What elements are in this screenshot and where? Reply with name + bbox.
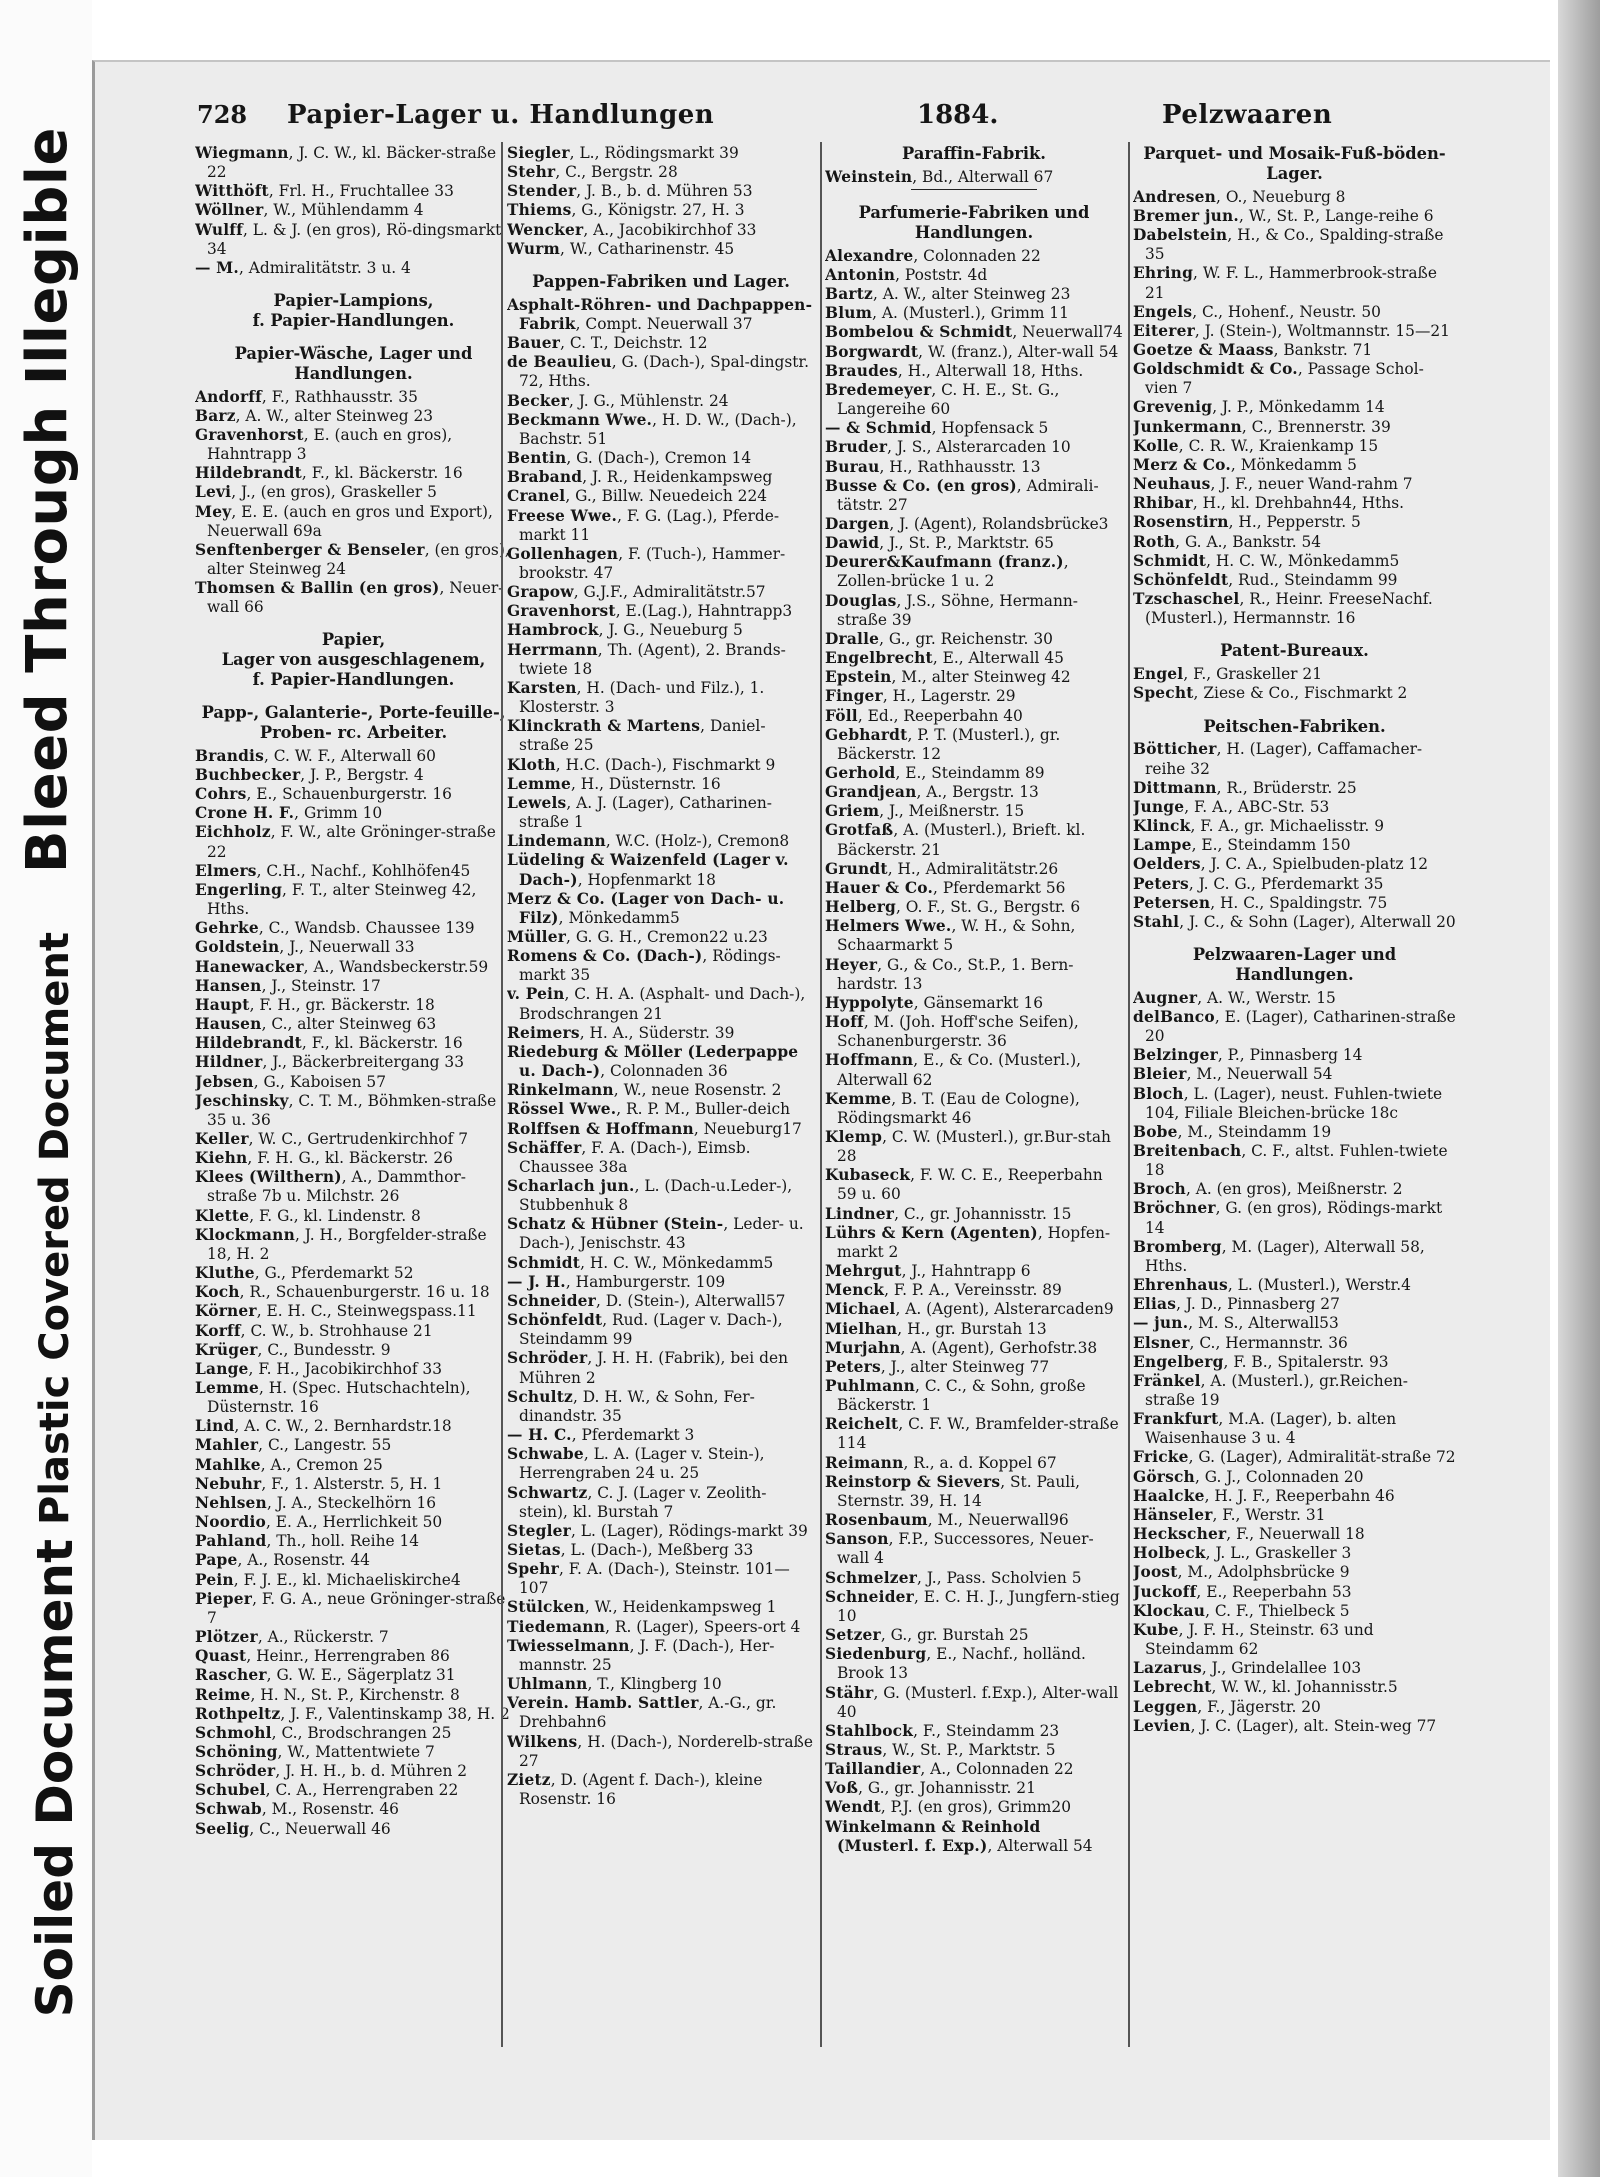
directory-entry: Herrmann, Th. (Agent), 2. Brands-twiete 18 <box>507 640 786 678</box>
directory-entry: Douglas, J.S., Söhne, Hermann-straße 39 <box>825 591 1078 629</box>
directory-entry: Haupt, F. H., gr. Bäckerstr. 18 <box>195 995 435 1014</box>
directory-entry: Becker, J. G., Mühlenstr. 24 <box>507 391 729 410</box>
directory-entry: Heyer, G., & Co., St.P., 1. Bern-hardstr. 13 <box>825 955 1074 993</box>
directory-entry: Lange, F. H., Jacobikirchhof 33 <box>195 1359 442 1378</box>
bleed-through-stamp <box>14 100 82 900</box>
directory-entry: Bröchner, G. (en gros), Rödings-markt 14 <box>1133 1199 1443 1237</box>
directory-entry: Bötticher, H. (Lager), Caffamacher-reihe 32 <box>1133 740 1423 778</box>
directory-entry: Reime, H. N., St. P., Kirchenstr. 8 <box>195 1685 460 1704</box>
directory-entry: Schatz & Hübner (Stein-, Leder- u. Dach-), Jenischstr. 43 <box>507 1215 804 1253</box>
directory-entry: Hyppolyte, Gänsemarkt 16 <box>825 993 1044 1012</box>
directory-entry: Siedenburg, E., Nachf., holländ. Brook 13 <box>825 1645 1086 1683</box>
directory-entry: Lüdeling & Waizenfeld (Lager v. Dach-), Hopfenmarkt 18 <box>507 851 789 889</box>
directory-entry: Busse & Co. (en gros), Admirali-tätstr. 27 <box>825 476 1099 514</box>
column-rule <box>820 142 822 2047</box>
directory-entry: Schultz, D. H. W., & Sohn, Fer-dinandstr. 35 <box>507 1387 755 1425</box>
directory-entry: Helmers Wwe., W. H., & Sohn, Schaarmarkt 5 <box>825 917 1076 955</box>
directory-entry: Goldstein, J., Neuerwall 33 <box>195 938 415 957</box>
directory-entry: Finger, H., Lagerstr. 29 <box>825 687 1016 706</box>
directory-entry: Jeschinsky, C. T. M., Böhmken-straße 35 u. 36 <box>195 1091 497 1129</box>
section-heading: Pappen-Fabriken und Lager. <box>532 271 790 291</box>
directory-entry: Weinstein, Bd., Alterwall 67 <box>825 167 1054 186</box>
directory-entry: Seelig, C., Neuerwall 46 <box>195 1819 391 1838</box>
directory-entry: Engelbrecht, E., Alterwall 45 <box>825 649 1064 668</box>
directory-entry: Stahl, J. C., & Sohn (Lager), Alterwall 20 <box>1133 912 1456 931</box>
directory-entry: Cranel, G., Billw. Neuedeich 224 <box>507 487 768 506</box>
directory-entry: Kemme, B. T. (Eau de Cologne), Rödingsmarkt 46 <box>825 1089 1080 1127</box>
directory-entry: Gravenhorst, E. (auch en gros), Hahntrapp 3 <box>195 425 453 464</box>
directory-entry: Levien, J. C. (Lager), alt. Stein-weg 77 <box>1133 1716 1437 1735</box>
directory-entry: Klees (Wilthern), A., Dammthor-straße 7b u. Milchstr. 26 <box>195 1168 466 1206</box>
directory-entry: Buchbecker, J. P., Bergstr. 4 <box>195 766 424 784</box>
directory-entry: Twiesselmann, J. F. (Dach-), Her-mannstr. 25 <box>507 1636 775 1674</box>
directory-column-1 <box>195 144 512 2044</box>
directory-column-2 <box>507 144 815 2044</box>
directory-entry: Bredemeyer, C. H. E., St. G., Langereihe 60 <box>825 380 1060 419</box>
directory-entry: Elias, J. D., Pinnasberg 27 <box>1133 1295 1340 1314</box>
directory-entry: Rhibar, H., kl. Drehbahn44, Hths. <box>1133 494 1405 513</box>
directory-entry: Heckscher, F., Neuerwall 18 <box>1133 1525 1365 1544</box>
condition-text <box>26 932 84 2018</box>
directory-entry: Bartz, A. W., alter Steinweg 23 <box>825 285 1071 304</box>
directory-entry: Kluthe, G., Pferdemarkt 52 <box>195 1264 414 1283</box>
directory-entry: Pein, F. J. E., kl. Michaeliskirche4 <box>195 1570 461 1589</box>
directory-entry: Merz & Co. (Lager von Dach- u. Filz), Mönkedamm5 <box>507 889 785 927</box>
directory-entry: — J. H., Hamburgerstr. 109 <box>507 1272 726 1291</box>
directory-entry: Taillandier, A., Colonnaden 22 <box>825 1760 1074 1779</box>
directory-entry: Juckoff, E., Reeperbahn 53 <box>1133 1582 1352 1601</box>
directory-entry: de Beaulieu, G. (Dach-), Spal-dingstr. 72, Hths. <box>507 353 809 391</box>
directory-entry: Schwabe, L. A. (Lager v. Stein-), Herrengraben 24 u. 25 <box>507 1445 765 1483</box>
section-heading: Parfumerie-Fabriken und Handlungen. <box>858 203 1090 242</box>
directory-entry: Spehr, F. A. (Dach-), Steinstr. 101—107 <box>507 1560 790 1598</box>
directory-entry: delBanco, E. (Lager), Catharinen-straße 20 <box>1133 1007 1456 1046</box>
directory-entry: Mey, E. E. (auch en gros und Export), Neuerwall 69a <box>195 502 493 540</box>
directory-entry: Klockmann, J. H., Borgfelder-straße 18, H. 2 <box>195 1225 487 1263</box>
directory-entry: Braudes, H., Alterwall 18, Hths. <box>825 361 1084 380</box>
directory-entry: Schäffer, F. A. (Dach-), Eimsb. Chaussee 38a <box>507 1138 751 1176</box>
directory-entry: Lewels, A. J. (Lager), Catharinen-straße 1 <box>507 793 772 832</box>
directory-entry: Stülcken, W., Heidenkampsweg 1 <box>507 1598 777 1617</box>
directory-entry: v. Pein, C. H. A. (Asphalt- und Dach-), Brodschrangen 21 <box>507 985 806 1023</box>
directory-entry: Zietz, D. (Agent f. Dach-), kleine Rosenstr. 16 <box>507 1770 763 1808</box>
directory-entry: Witthöft, Frl. H., Fruchtallee 33 <box>195 182 454 201</box>
directory-entry: Bleier, M., Neuerwall 54 <box>1133 1065 1333 1084</box>
directory-entry: Roth, G. A., Bankstr. 54 <box>1133 532 1322 551</box>
directory-entry: Brandis, C. W. F., Alterwall 60 <box>195 746 436 765</box>
directory-entry: Levi, J., (en gros), Graskeller 5 <box>195 483 437 502</box>
directory-entry: Siegler, L., Rödingsmarkt 39 <box>507 144 739 162</box>
directory-entry: Burau, H., Rathhausstr. 13 <box>825 457 1041 476</box>
directory-entry: Hildebrandt, F., kl. Bäckerstr. 16 <box>195 464 463 483</box>
directory-entry: Engel, F., Graskeller 21 <box>1133 665 1323 684</box>
directory-entry: Lampe, E., Steindamm 150 <box>1133 836 1351 855</box>
page-edge-shadow <box>1558 0 1600 2177</box>
directory-entry: Murjahn, A. (Agent), Gerhofstr.38 <box>825 1338 1098 1357</box>
directory-entry: Bombelou & Schmidt, Neuerwall74 <box>825 323 1123 342</box>
directory-entry: Breitenbach, C. F., altst. Fuhlen-twiete 18 <box>1133 1141 1448 1180</box>
page-number: 728 <box>197 100 248 129</box>
directory-entry: Mehrgut, J., Hahntrapp 6 <box>825 1262 1031 1281</box>
directory-entry: Deurer&Kaufmann (franz.), Zollen-brücke 1 u. 2 <box>825 553 1069 591</box>
directory-entry: Wiegmann, J. C. W., kl. Bäcker-straße 22 <box>195 144 497 182</box>
directory-entry: Klockau, C. F., Thielbeck 5 <box>1133 1601 1350 1620</box>
directory-entry: Voß, G., gr. Johannisstr. 21 <box>825 1779 1036 1798</box>
directory-entry: Goetze & Maass, Bankstr. 71 <box>1133 341 1373 359</box>
column-rule <box>501 142 503 2047</box>
directory-entry: Blum, A. (Musterl.), Grimm 11 <box>825 304 1069 323</box>
directory-entry: Klette, F. G., kl. Lindenstr. 8 <box>195 1206 421 1225</box>
directory-entry: Jebsen, G., Kaboisen 57 <box>195 1072 387 1091</box>
directory-entry: Reichelt, C. F. W., Bramfelder-straße 114 <box>825 1415 1119 1453</box>
directory-entry: Oelders, J. C. A., Spielbuden-platz 12 <box>1133 855 1429 874</box>
directory-entry: Joost, M., Adolphsbrücke 9 <box>1133 1563 1350 1582</box>
directory-entry: Uhlmann, T., Klingberg 10 <box>507 1675 722 1694</box>
directory-entry: Riedeburg & Möller (Lederpappe u. Dach-), Colonnaden 36 <box>507 1042 799 1081</box>
directory-entry: Nebuhr, F., 1. Alsterstr. 5, H. 1 <box>195 1474 443 1493</box>
directory-entry: — & Schmid, Hopfensack 5 <box>825 419 1049 438</box>
directory-entry: Rinkelmann, W., neue Rosenstr. 2 <box>507 1081 782 1100</box>
directory-entry: Schmohl, C., Brodschrangen 25 <box>195 1723 452 1742</box>
directory-entry: Haalcke, H. J. F., Reeperbahn 46 <box>1133 1486 1395 1505</box>
directory-entry: Pahland, Th., holl. Reihe 14 <box>195 1532 420 1551</box>
directory-column-4 <box>1133 144 1456 2044</box>
directory-entry: Bremer jun., W., St. P., Lange-reihe 6 <box>1133 206 1434 225</box>
directory-entry: Korff, C. W., b. Strohhause 21 <box>195 1321 433 1340</box>
directory-entry: Merz & Co., Mönkedamm 5 <box>1133 455 1357 474</box>
directory-entry: Rosenbaum, M., Neuerwall96 <box>825 1511 1069 1530</box>
directory-entry: Scharlach jun., L. (Dach-u.Leder-), Stubbenhuk 8 <box>507 1177 793 1215</box>
directory-entry: Wulff, L. & J. (en gros), Rö-dingsmarkt 34 <box>195 220 502 258</box>
directory-entry: Hausen, C., alter Steinweg 63 <box>195 1015 437 1034</box>
directory-entry: Krüger, C., Bundesstr. 9 <box>195 1340 391 1359</box>
soiled-text: Soiled Document <box>26 1539 84 2018</box>
directory-entry: Bloch, L. (Lager), neust. Fuhlen-twiete 104, Filiale Bleichen-brücke 18c <box>1133 1084 1443 1122</box>
directory-entry: Ehring, W. F. L., Hammerbrook-straße 21 <box>1133 264 1437 302</box>
directory-entry: Wendt, P.J. (en gros), Grimm20 <box>825 1798 1071 1817</box>
bleed-through-text: Bleed Through Illegible <box>15 126 80 874</box>
directory-entry: Schubel, C. A., Herrengraben 22 <box>195 1781 459 1800</box>
directory-entry: Schönfeldt, Rud., Steindamm 99 <box>1133 570 1398 589</box>
directory-entry: Wilkens, H. (Dach-), Norderelb-straße 27 <box>507 1732 813 1770</box>
directory-entry: Hansen, J., Steinstr. 17 <box>195 976 381 995</box>
directory-entry: Görsch, G. J., Colonnaden 20 <box>1133 1467 1364 1486</box>
directory-entry: Andorff, F., Rathhausstr. 35 <box>195 387 418 406</box>
directory-entry: Dittmann, R., Brüderstr. 25 <box>1133 778 1357 797</box>
section-divider <box>911 189 1036 190</box>
directory-entry: Hänseler, F., Werstr. 31 <box>1133 1505 1326 1524</box>
directory-entry: Barz, A. W., alter Steinweg 23 <box>195 406 434 425</box>
directory-entry: Grotfaß, A. (Musterl.), Brieft. kl. Bäckerstr. 21 <box>825 821 1086 859</box>
directory-entry: Schöning, W., Mattentwiete 7 <box>195 1742 435 1761</box>
directory-entry: Elmers, C.H., Nachf., Kohlhöfen45 <box>195 861 471 880</box>
directory-entry: Koch, R., Schauenburgerstr. 16 u. 18 <box>195 1283 490 1302</box>
directory-entry: Tzschaschel, R., Heinr. FreeseNachf. (Musterl.), Hermannstr. 16 <box>1133 590 1433 628</box>
directory-entry: Kolle, C. R. W., Kraienkamp 15 <box>1133 436 1379 455</box>
directory-entry: Ehrenhaus, L. (Musterl.), Werstr.4 <box>1133 1276 1411 1295</box>
directory-entry: Grundt, H., Admiralitätstr.26 <box>825 859 1059 878</box>
directory-entry: Hildebrandt, F., kl. Bäckerstr. 16 <box>195 1034 463 1053</box>
directory-entry: Klinck, F. A., gr. Michaelisstr. 9 <box>1133 817 1385 836</box>
directory-entry: Braband, J. R., Heidenkampsweg <box>507 468 773 487</box>
section-heading: Pelzwaaren-Lager und Handlungen. <box>1192 944 1397 984</box>
directory-entry: Gehrke, C., Wandsb. Chaussee 139 <box>195 919 475 938</box>
directory-entry: Mahlke, A., Cremon 25 <box>195 1455 383 1474</box>
directory-entry: Goldschmidt & Co., Passage Schol-vien 7 <box>1133 360 1424 398</box>
directory-entry: Engerling, F. T., alter Steinweg 42, Hths. <box>195 880 477 919</box>
directory-entry: Wencker, A., Jacobikirchhof 33 <box>507 220 757 239</box>
directory-entry: Wurm, W., Catharinenstr. 45 <box>507 239 735 258</box>
directory-entry: Romens & Co. (Dach-), Rödings-markt 35 <box>507 947 781 985</box>
scanned-page <box>92 60 1550 2140</box>
directory-entry: Stender, J. B., b. d. Mühren 53 <box>507 182 753 201</box>
directory-entry: Schwab, M., Rosenstr. 46 <box>195 1800 399 1819</box>
directory-entry: Bobe, M., Steindamm 19 <box>1133 1122 1332 1141</box>
directory-entry: Reimann, R., a. d. Koppel 67 <box>825 1453 1057 1472</box>
directory-entry: Engelberg, F. B., Spitalerstr. 93 <box>1133 1352 1389 1371</box>
directory-entry: Griem, J., Meißnerstr. 15 <box>825 802 1025 821</box>
column-rule <box>1128 142 1130 2047</box>
directory-entry: Nehlsen, J. A., Steckelhörn 16 <box>195 1493 437 1512</box>
directory-entry: Junkermann, C., Brennerstr. 39 <box>1133 417 1391 436</box>
directory-entry: Stegler, L. (Lager), Rödings-markt 39 <box>507 1521 808 1540</box>
directory-entry: Schmelzer, J., Pass. Scholvien 5 <box>825 1568 1082 1587</box>
directory-entry: Bentin, G. (Dach-), Cremon 14 <box>507 449 752 468</box>
plastic-text: Plastic Covered Document <box>32 932 78 1526</box>
directory-entry: Hildner, J., Bäckerbreitergang 33 <box>195 1053 464 1072</box>
directory-entry: Schönfeldt, Rud. (Lager v. Dach-), Steindamm 99 <box>507 1311 783 1349</box>
directory-entry: Rascher, G. W. E., Sägerplatz 31 <box>195 1666 456 1685</box>
directory-entry: Hambrock, J. G., Neueburg 5 <box>507 621 743 640</box>
directory-entry: — M., Admiralitätstr. 3 u. 4 <box>195 258 411 277</box>
directory-entry: Schmidt, H. C. W., Mönkedamm5 <box>1133 551 1400 570</box>
directory-entry: Junge, F. A., ABC-Str. 53 <box>1133 797 1330 816</box>
directory-entry: Kube, J. F. H., Steinstr. 63 und Steindamm 62 <box>1133 1620 1374 1659</box>
directory-entry: Noordio, E. A., Herrlichkeit 50 <box>195 1513 443 1532</box>
directory-entry: Föll, Ed., Reeperbahn 40 <box>825 706 1023 725</box>
directory-entry: Thomsen & Ballin (en gros), Neuer-wall 66 <box>195 579 504 617</box>
directory-entry: Keller, W. C., Gertrudenkirchhof 7 <box>195 1129 469 1148</box>
directory-entry: Bromberg, M. (Lager), Alterwall 58, Hths. <box>1133 1237 1425 1275</box>
directory-entry: Freese Wwe., F. G. (Lag.), Pferde-markt 11 <box>507 506 780 544</box>
directory-entry: Verein. Hamb. Sattler, A.-G., gr. Drehbahn6 <box>507 1694 777 1732</box>
directory-entry: Reinstorp & Sievers, St. Pauli, Sternstr. 39, H. 14 <box>825 1472 1080 1510</box>
directory-entry: Setzer, G., gr. Burstah 25 <box>825 1626 1029 1645</box>
directory-entry: Tiedemann, R. (Lager), Speers-ort 4 <box>507 1617 801 1636</box>
directory-entry: Beckmann Wwe., H. D. W., (Dach-), Bachstr. 51 <box>507 410 797 448</box>
running-title-right: Pelzwaaren <box>1162 100 1333 130</box>
directory-entry: Straus, W., St. P., Marktstr. 5 <box>825 1740 1056 1759</box>
directory-entry: — H. C., Pferdemarkt 3 <box>507 1426 695 1445</box>
page-header <box>197 100 1537 140</box>
directory-entry: Senftenberger & Benseler, (en gros), alter Steinweg 24 <box>195 540 510 578</box>
directory-entry: Pieper, F. G. A., neue Gröninger-straße 7 <box>195 1589 506 1627</box>
section-heading: Papier-Wäsche, Lager und Handlungen. <box>234 343 473 383</box>
directory-entry: Thiems, G., Königstr. 27, H. 3 <box>507 201 745 220</box>
directory-entry: Schmidt, H. C. W., Mönkedamm5 <box>507 1253 774 1272</box>
directory-entry: Rosenstirn, H., Pepperstr. 5 <box>1133 513 1361 532</box>
directory-entry: Klinckrath & Martens, Daniel-straße 25 <box>507 717 766 755</box>
directory-entry: Dralle, G., gr. Reichenstr. 30 <box>825 629 1053 648</box>
directory-entry: Elsner, C., Hermannstr. 36 <box>1133 1333 1348 1352</box>
directory-entry: Gravenhorst, E.(Lag.), Hahntrapp3 <box>507 602 793 621</box>
directory-entry: Hanewacker, A., Wandsbeckerstr.59 <box>195 957 489 976</box>
directory-entry: Michael, A. (Agent), Alsterarcaden9 <box>825 1300 1114 1319</box>
directory-entry: Eichholz, F. W., alte Gröninger-straße 22 <box>195 823 496 861</box>
directory-entry: Hoffmann, E., & Co. (Musterl.), Alterwall 62 <box>825 1051 1082 1089</box>
directory-entry: Winkelmann & Reinhold (Musterl. f. Exp.), Alterwall 54 <box>825 1817 1093 1855</box>
directory-entry: Schröder, J. H. H. (Fabrik), bei den Mühren 2 <box>507 1349 788 1387</box>
directory-entry: Lemme, H. (Spec. Hutschachteln), Düsternstr. 16 <box>195 1379 471 1417</box>
directory-entry: Sanson, F.P., Successores, Neuer-wall 4 <box>825 1530 1094 1568</box>
directory-entry: Dabelstein, H., & Co., Spalding-straße 35 <box>1133 226 1444 264</box>
directory-entry: Gebhardt, P. T. (Musterl.), gr. Bäckerstr. 12 <box>825 725 1061 763</box>
directory-entry: Dawid, J., St. P., Marktstr. 65 <box>825 534 1054 553</box>
directory-entry: Borgwardt, W. (franz.), Alter-wall 54 <box>825 342 1119 361</box>
directory-entry: Grevenig, J. P., Mönkedamm 14 <box>1133 398 1385 417</box>
directory-entry: Kiehn, F. H. G., kl. Bäckerstr. 26 <box>195 1149 453 1168</box>
directory-entry: Schneider, E. C. H. J., Jungfern-stieg 10 <box>825 1587 1120 1625</box>
directory-entry: Mahler, C., Langestr. 55 <box>195 1436 392 1455</box>
directory-entry: Lindner, C., gr. Johannisstr. 15 <box>825 1204 1072 1223</box>
directory-entry: Peters, J., alter Steinweg 77 <box>825 1357 1050 1376</box>
directory-entry: Frankfurt, M.A. (Lager), b. alten Waisenhause 3 u. 4 <box>1133 1410 1397 1448</box>
directory-entry: Rolffsen & Hoffmann, Neueburg17 <box>507 1119 802 1138</box>
directory-entry: Kloth, H.C. (Dach-), Fischmarkt 9 <box>507 755 776 774</box>
directory-entry: Antonin, Poststr. 4d <box>825 265 988 284</box>
directory-entry: Gerhold, E., Steindamm 89 <box>825 764 1045 782</box>
directory-entry: Hoff, M. (Joh. Hoff'sche Seifen), Schanenburgerstr. 36 <box>825 1013 1079 1051</box>
directory-entry: Neuhaus, J. F., neuer Wand-rahm 7 <box>1133 475 1413 494</box>
directory-entry: Lemme, H., Düsternstr. 16 <box>507 774 721 793</box>
directory-entry: Broch, A. (en gros), Meißnerstr. 2 <box>1133 1180 1403 1199</box>
directory-entry: Sietas, L. (Dach-), Meßberg 33 <box>507 1540 754 1559</box>
running-title: Papier-Lager u. Handlungen <box>287 100 715 130</box>
section-heading: Papier, Lager von ausgeschlagenem, f. Papier-Handlungen. <box>221 630 486 690</box>
directory-entry: Plötzer, A., Rückerstr. 7 <box>195 1628 389 1647</box>
directory-entry: Fränkel, A. (Musterl.), gr.Reichen-straße 19 <box>1133 1371 1408 1409</box>
directory-entry: Eiterer, J. (Stein-), Woltmannstr. 15—21 <box>1133 321 1450 340</box>
directory-entry: Schwartz, C. J. (Lager v. Zeolith-stein), kl. Burstah 7 <box>507 1483 767 1521</box>
directory-entry: Andresen, O., Neueburg 8 <box>1133 187 1346 206</box>
directory-entry: Lebrecht, W. W., kl. Johannisstr.5 <box>1133 1678 1398 1697</box>
directory-entry: Dargen, J. (Agent), Rolandsbrücke3 <box>825 514 1109 533</box>
directory-entry: Karsten, H. (Dach- und Filz.), 1. Klosterstr. 3 <box>507 678 765 717</box>
directory-entry: Puhlmann, C. C., & Sohn, große Bäckerstr. 1 <box>825 1377 1086 1415</box>
section-heading: Patent-Bureaux. <box>1220 641 1369 661</box>
directory-entry: Gollenhagen, F. (Tuch-), Hammer-brookstr. 47 <box>507 544 786 582</box>
directory-entry: Petersen, H. C., Spaldingstr. 75 <box>1133 893 1388 912</box>
directory-entry: Lazarus, J., Grindelallee 103 <box>1133 1659 1362 1678</box>
condition-stamp <box>20 920 90 2030</box>
directory-entry: Schneider, D. (Stein-), Alterwall57 <box>507 1291 786 1310</box>
directory-entry: Lind, A. C. W., 2. Bernhardstr.18 <box>195 1417 452 1436</box>
directory-entry: Bruder, J. S., Alsterarcaden 10 <box>825 438 1071 457</box>
directory-entry: Asphalt-Röhren- und Dachpappen-Fabrik, Compt. Neuerwall 37 <box>507 295 813 333</box>
year-label: 1884. <box>917 100 999 130</box>
directory-entry: Helberg, O. F., St. G., Bergstr. 6 <box>825 898 1081 917</box>
directory-entry: Engels, C., Hohenf., Neustr. 50 <box>1133 302 1381 321</box>
directory-entry: Stähr, G. (Musterl. f.Exp.), Alter-wall 40 <box>825 1683 1119 1721</box>
directory-entry: Rothpeltz, J. F., Valentinskamp 38, H. 2 <box>195 1704 510 1723</box>
directory-entry: Alexandre, Colonnaden 22 <box>825 246 1041 265</box>
directory-entry: Grandjean, A., Bergstr. 13 <box>825 783 1039 802</box>
directory-entry: Wöllner, W., Mühlendamm 4 <box>195 201 424 220</box>
directory-entry: Klemp, C. W. (Musterl.), gr.Bur-stah 28 <box>825 1127 1111 1166</box>
section-heading: Papier-Lampions, f. Papier-Handlungen. <box>252 291 455 330</box>
directory-entry: Holbeck, J. L., Graskeller 3 <box>1133 1544 1352 1563</box>
directory-entry: Mielhan, H., gr. Burstah 13 <box>825 1319 1047 1338</box>
directory-entry: Epstein, M., alter Steinweg 42 <box>825 668 1071 687</box>
directory-entry: Crone H. F., Grimm 10 <box>195 804 383 823</box>
directory-entry: Bauer, C. T., Deichstr. 12 <box>507 334 708 353</box>
directory-entry: — jun., M. S., Alterwall53 <box>1133 1314 1339 1333</box>
directory-entry: Körner, E. H. C., Steinwegspass.11 <box>195 1302 477 1321</box>
directory-entry: Lindemann, W.C. (Holz-), Cremon8 <box>507 832 790 851</box>
directory-entry: Pape, A., Rosenstr. 44 <box>195 1551 370 1570</box>
section-heading: Papp-, Galanterie-, Porte-feuille-, Proben- rc. Arbeiter. <box>201 703 506 742</box>
directory-entry: Kubaseck, F. W. C. E., Reeperbahn 59 u. 60 <box>825 1166 1103 1204</box>
directory-entry: Specht, Ziese & Co., Fischmarkt 2 <box>1133 684 1408 703</box>
directory-entry: Peters, J. C. G., Pferdemarkt 35 <box>1133 874 1384 893</box>
directory-entry: Augner, A. W., Werstr. 15 <box>1133 988 1336 1007</box>
directory-entry: Rössel Wwe., R. P. M., Buller-deich <box>507 1100 791 1119</box>
directory-entry: Stehr, C., Bergstr. 28 <box>507 163 678 182</box>
section-heading: Paraffin-Fabrik. <box>902 144 1046 163</box>
directory-entry: Müller, G. G. H., Cremon22 u.23 <box>507 927 768 946</box>
directory-entry: Reimers, H. A., Süderstr. 39 <box>507 1023 735 1042</box>
directory-entry: Fricke, G. (Lager), Admiralität-straße 72 <box>1133 1448 1456 1467</box>
directory-entry: Lührs & Kern (Agenten), Hopfen-markt 2 <box>825 1223 1111 1261</box>
directory-column-3 <box>825 144 1123 2044</box>
directory-entry: Grapow, G.J.F., Admiralitätstr.57 <box>507 583 766 602</box>
directory-entry: Quast, Heinr., Herrengraben 86 <box>195 1647 450 1666</box>
section-heading: Peitschen-Fabriken. <box>1203 716 1386 736</box>
section-heading: Parquet- und Mosaik-Fuß-böden-Lager. <box>1143 144 1446 183</box>
directory-entry: Leggen, F., Jägerstr. 20 <box>1133 1697 1321 1716</box>
directory-entry: Menck, F. P. A., Vereinsstr. 89 <box>825 1281 1062 1300</box>
directory-entry: Schröder, J. H. H., b. d. Mühren 2 <box>195 1762 468 1781</box>
directory-entry: Stahlbock, F., Steindamm 23 <box>825 1721 1060 1740</box>
directory-entry: Belzinger, P., Pinnasberg 14 <box>1133 1046 1363 1065</box>
directory-entry: Hauer & Co., Pferdemarkt 56 <box>825 878 1066 897</box>
directory-entry: Cohrs, E., Schauenburgerstr. 16 <box>195 785 452 804</box>
